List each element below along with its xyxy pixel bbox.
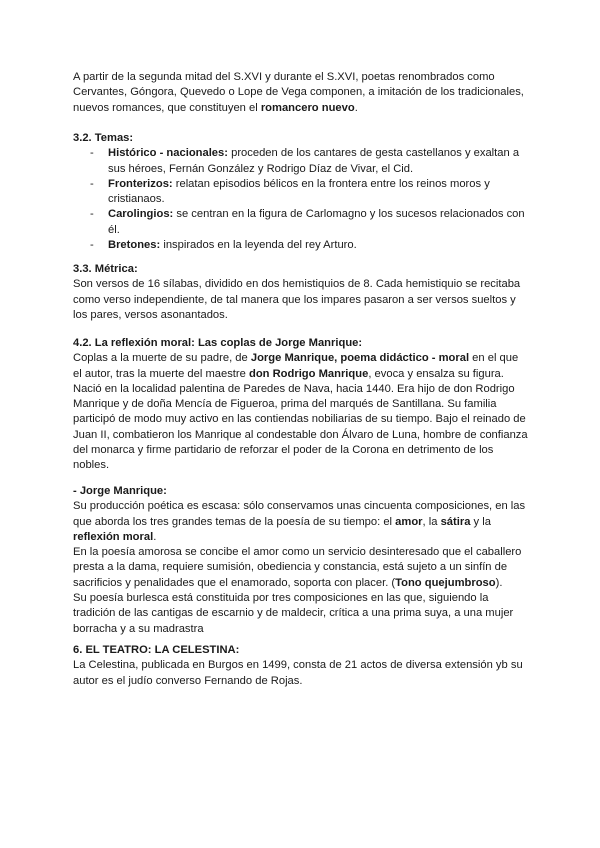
tema-item-carolingios — [73, 207, 528, 238]
tema-item-fronterizos — [73, 177, 528, 208]
manrique-text: . — [153, 530, 157, 543]
tono-quejumbroso-term: Tono quejumbroso — [395, 576, 496, 589]
tema-item-historico — [73, 146, 528, 177]
reflexion-text: en el que el autor, tras la muerte del maestre — [73, 352, 519, 380]
teatro-text: La Celestina, publicada en Burgos en 1499, consta de 21 actos de diversa extensión yb su autor es el judío converso Fernando de Rojas. — [73, 659, 523, 687]
reflexion-moral-term: reflexión moral — [73, 530, 154, 543]
manrique-text: , la — [422, 515, 441, 528]
manrique-paragraph-2 — [73, 545, 528, 591]
manrique-paragraph-3: Su poesía burlesca está constituida por tres composiciones en las que, siguiendo la tradición de las cantigas de escarnio y de maldecir, crítica a una prima suya, a una mujer borracha y a su madrastra — [73, 592, 514, 635]
metrica-heading: 3.3. Métrica: — [73, 263, 138, 275]
tema-text: relatan episodios bélicos en la frontera entre los reinos moros y cristianaos. — [108, 177, 490, 206]
tema-label: Carolingios: — [108, 208, 174, 221]
metrica-section — [73, 262, 528, 323]
tema-text: inspirados en la leyenda del rey Arturo. — [160, 239, 357, 252]
teatro-heading: 6. EL TEATRO: LA CELESTINA: — [73, 644, 240, 656]
manrique-poem-term: Jorge Manrique, poema didáctico - moral — [250, 352, 470, 365]
teatro-section — [73, 643, 528, 689]
amor-term: amor — [395, 515, 423, 528]
temas-section — [73, 131, 528, 253]
metrica-text: Son versos de 16 sílabas, dividido en dos hemistiquios de 8. Cada hemistiquio se recitaba como verso independiente, de tal manera que los impares pasaron a ser versos sueltos y los pares, versos asonantados. — [73, 278, 521, 321]
intro-line-2: Cervantes, Góngora, Quevedo o Lope de Vega componen, a imitación de los tradicionales, — [73, 86, 524, 99]
temas-heading: 3.2. Temas: — [73, 132, 134, 144]
rodrigo-manrique-term: don Rodrigo Manrique — [248, 367, 369, 380]
reflexion-section — [73, 336, 528, 474]
intro-line-1: A partir de la segunda mitad del S.XVI y durante el S.XVI, poetas renombrados como — [73, 71, 495, 83]
manrique-paragraph-1 — [73, 499, 528, 545]
tema-label: Histórico - nacionales: — [108, 147, 228, 160]
tema-label: Bretones: — [108, 239, 161, 252]
tema-text: proceden de los cantares de gesta castellanos y exaltan a sus héroes, Fernán González y Rodrigo Díaz de Vivar, el Cid. — [108, 147, 520, 175]
reflexion-paragraph-2: Nació en la localidad palentina de Paredes de Nava, hacia 1440. Era hijo de don Rodrigo Manrique y de doña Mencía de Figueroa, prima del marqués de Santillana. Su familia participó de modo muy activo en las contiendas nobiliarias de su tiempo. Bajo el reinado de Juan II, combatieron los Manrique al condestable don Álvaro de Luna, hombre de confianza del monarca y firme partidario de reforzar el poder de la Corona en detrimento de los nobles. — [73, 382, 528, 472]
reflexion-paragraph-1 — [73, 351, 528, 382]
manrique-text: ). — [495, 576, 503, 589]
intro-line-3-end: . — [354, 101, 358, 114]
reflexion-text: , evoca y ensalza su figura. — [368, 367, 504, 380]
intro-line-3-text: nuevos romances, que constituyen el — [73, 101, 261, 114]
romancero-nuevo-term: romancero nuevo — [260, 101, 355, 114]
reflexion-heading: 4.2. La reflexión moral: Las coplas de Jorge Manrique: — [73, 337, 363, 349]
manrique-heading: - Jorge Manrique: — [73, 485, 167, 497]
manrique-section — [73, 484, 528, 637]
tema-text: se centran en la figura de Carlomagno y los sucesos relacionados con él. — [108, 208, 525, 236]
manrique-text: y la — [470, 515, 491, 528]
intro-section — [73, 70, 528, 116]
manrique-text: Su producción poética es escasa: sólo conservamos unas cincuenta composiciones, en las que aborda los tres grandes temas de la poesía de su tiempo: el — [73, 500, 526, 528]
tema-label: Fronterizos: — [108, 177, 173, 190]
intro-paragraph — [73, 70, 528, 116]
temas-list — [73, 146, 528, 253]
reflexion-text: Coplas a la muerte de su padre, de — [73, 352, 251, 365]
manrique-text: En la poesía amorosa se concibe el amor como un servicio desinteresado que el caballero presta a la dama, requiere sumisión, obediencia y constancia, está sujeto a un sinfín de sacrificios y penalidades que el enamorado, soporta con placer. ( — [73, 546, 522, 589]
satira-term: sátira — [440, 515, 471, 528]
tema-item-bretones — [73, 238, 528, 253]
